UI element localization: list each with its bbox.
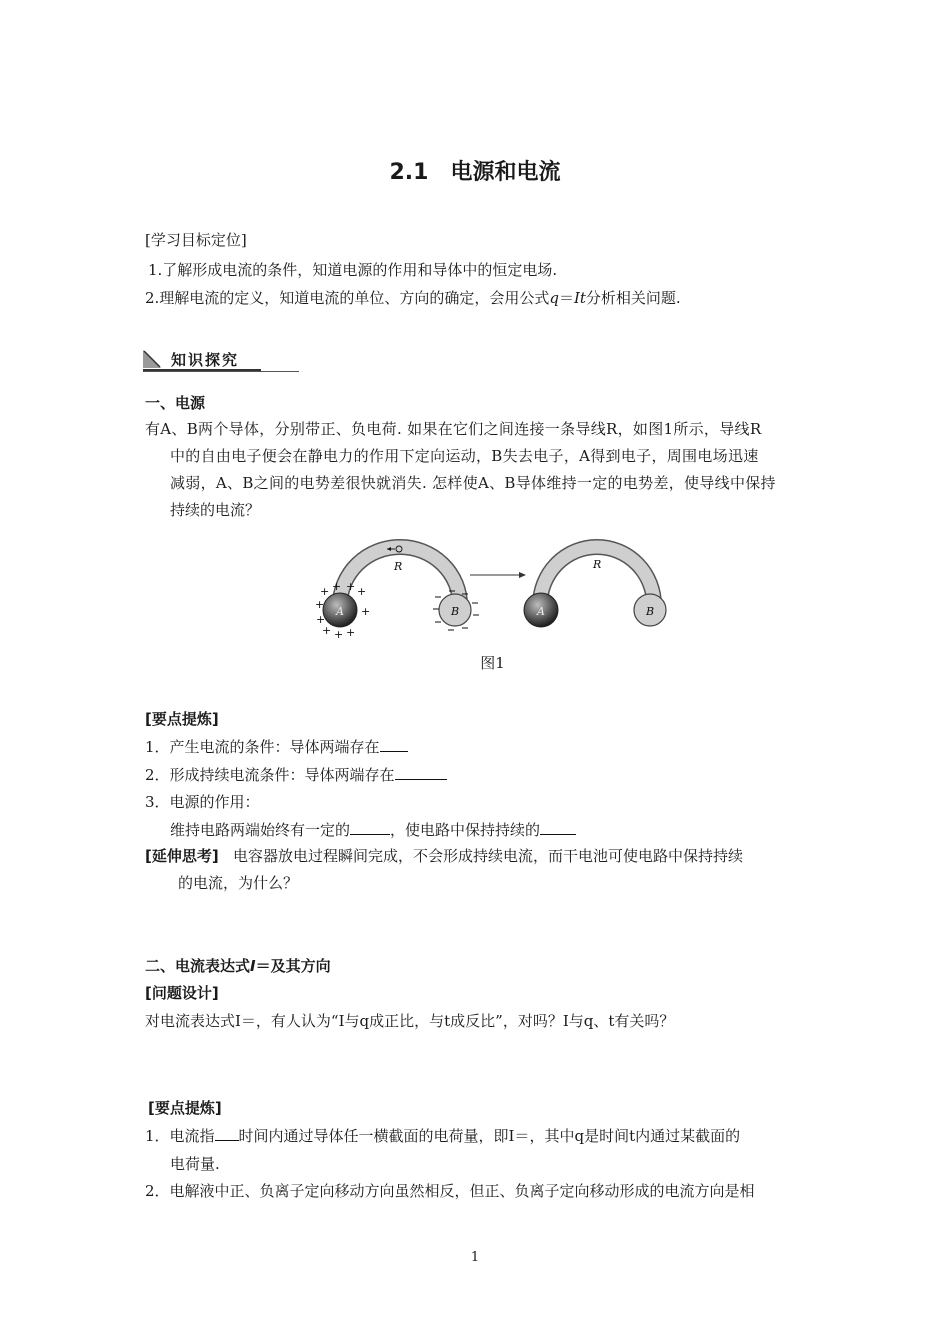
svg-text:+: + [334, 628, 344, 641]
svg-text:+: + [316, 613, 326, 626]
svg-text:+: + [346, 580, 356, 593]
label-a-right: A [537, 605, 545, 618]
problem-design-text: 对电流表达式I＝，有人认为“I与q成正比，与t成反比”，对吗？I与q、t有关吗？ [145, 1012, 675, 1030]
part2-key-item-2: 2．电解液中正、负离子定向移动方向虽然相反，但正、负离子定向移动形成的电流方向是相 [145, 1182, 755, 1200]
blank-3 [350, 820, 390, 835]
goal-item-2: 2.理解电流的定义，知道电流的单位、方向的确定，会用公式q＝It分析相关问题. [145, 289, 681, 307]
part1-para-line-4: 持续的电流？ [170, 501, 261, 519]
part2-key-item-1-cont: 电荷量. [170, 1155, 220, 1173]
part1-para-line-3: 减弱，A、B之间的电势差很快就消失. 怎样使A、B导体维持一定的电势差，使导线中保持 [170, 474, 776, 492]
part2-key-item-1: 1．电流指 时间内通过导体任一横截面的电荷量，即I＝，其中q是时间t内通过某截面的 [145, 1127, 741, 1145]
svg-text:+: + [320, 585, 330, 598]
part1-heading: 一、电源 [145, 394, 206, 412]
key-item-1: 1．产生电流的条件：导体两端存在 [145, 736, 408, 757]
label-a-left: A [336, 605, 344, 618]
part2-heading: 二、电流表达式I＝及其方向 [145, 957, 331, 975]
label-b-left: B [451, 605, 460, 618]
figure-1-diagram [310, 535, 680, 645]
section-knowledge-explore [143, 348, 299, 374]
label-b-right: B [646, 605, 655, 618]
page-title: 2.1 电源和电流 [389, 160, 561, 185]
section-label: 知识探究 [171, 351, 240, 369]
blank-4 [540, 820, 576, 835]
key-item-2: 2．形成持续电流条件：导体两端存在 [145, 764, 447, 785]
label-r-right: R [593, 558, 602, 571]
key-points-header-1: [要点提炼] [145, 710, 219, 728]
blank-2 [395, 765, 447, 780]
svg-text:+: + [346, 626, 356, 639]
svg-text:+: + [361, 605, 371, 618]
goal-item-1: 1.了解形成电流的条件，知道电源的作用和导体中的恒定电场. [148, 261, 558, 279]
goals-header: [学习目标定位] [145, 231, 247, 249]
figure-1-caption: 图1 [480, 654, 505, 672]
svg-text:+: + [322, 624, 332, 637]
svg-text:+: + [357, 585, 367, 598]
label-r-left: R [394, 560, 403, 573]
part1-para-line-2: 中的自由电子便会在静电力的作用下定向运动，B失去电子，A得到电子，周围电场迅速 [170, 447, 759, 465]
key-points-header-2: [要点提炼] [148, 1099, 222, 1117]
extend-thinking: [延伸思考] 电容器放电过程瞬间完成，不会形成持续电流，而干电池可使电路中保持持续 [145, 847, 744, 865]
corner-triangle-icon [143, 350, 161, 368]
svg-text:+: + [332, 580, 342, 593]
extend-thinking-line-2: 的电流，为什么？ [178, 874, 299, 892]
part1-para-line-1: 有A、B两个导体，分别带正、负电荷. 如果在它们之间连接一条导线R，如图1所示，导线R [145, 420, 762, 438]
key-item-3: 3．电源的作用： [145, 793, 260, 811]
page-number: 1 [470, 1250, 480, 1265]
blank-1 [380, 737, 408, 752]
key-item-3-detail: 维持电路两端始终有一定的 ，使电路中保持持续的 [170, 819, 576, 840]
svg-text:+: + [315, 598, 325, 611]
problem-design-header: [问题设计] [145, 984, 219, 1002]
blank-5 [215, 1126, 239, 1141]
